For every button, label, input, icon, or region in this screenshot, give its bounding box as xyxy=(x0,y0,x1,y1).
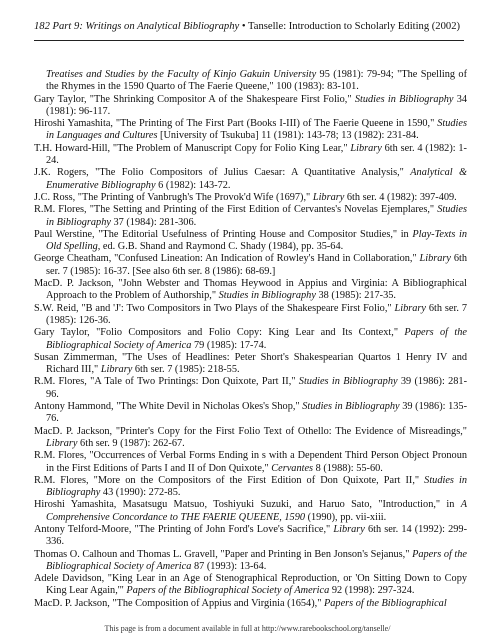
reference-entry xyxy=(34,192,467,204)
reference-text: MacD. P. Jackson, "John Webster and Thomas Heywood in Appius and Virginia: A Bibliographical Approach to the Problem of Authorship," xyxy=(34,278,467,302)
reference-source: Library xyxy=(394,302,426,314)
reference-text: R.M. Flores, "More on the Compositors of the First Edition of Don Quixote, Part II," xyxy=(34,474,425,486)
reference-entry xyxy=(34,475,467,500)
reference-entry xyxy=(34,229,467,254)
header-rule xyxy=(34,40,464,41)
reference-citation: 34 (1981): 96-117. xyxy=(46,93,468,117)
reference-text: Hiroshi Yamashita, Masatsugu Matsuo, Toshiyuki Suzuki, and Haruo Sato, "Introduction," in xyxy=(34,499,461,511)
reference-source: Analytical & Enumerative Bibliography xyxy=(46,167,467,191)
reference-source: Studies in Languages and Cultures xyxy=(46,118,467,142)
header-part: 182 Part 9: Writings on Analytical Bibliography xyxy=(34,21,240,32)
running-header xyxy=(34,21,464,32)
reference-text: Gary Taylor, "Folio Compositors and Folio Copy: King Lear and Its Context," xyxy=(34,327,405,339)
reference-text: Adele Davidson, "King Lear in an Age of Stenographical Reproduction, or 'On Sitting Down to Copy King Lear Again,'" xyxy=(34,573,467,597)
reference-entry xyxy=(34,524,467,549)
reference-entry xyxy=(34,69,467,94)
reference-citation: 79 (1985): 17-74. xyxy=(191,339,267,351)
reference-citation: 37 (1984): 281-306. xyxy=(110,216,197,228)
reference-entry xyxy=(34,499,467,524)
header-title: Tanselle: Introduction to Scholarly Editing (2002) xyxy=(248,21,461,32)
reference-citation: 92 (1998): 297-324. xyxy=(329,585,415,597)
reference-source: Library xyxy=(100,364,133,376)
reference-entry xyxy=(34,327,467,352)
reference-entry xyxy=(34,94,467,119)
reference-text: J.C. Ross, "The Printing of Vanbrugh's The Provok'd Wife (1697)," xyxy=(34,191,313,203)
reference-source: Library xyxy=(46,437,78,449)
reference-citation: 39 (1986): 135-76. xyxy=(46,401,467,425)
reference-citation: 95 (1981): 79-94; "The Spelling of the Rhymes in the 1590 Quarto of The Faerie Queene," 100 (1983): 83-101. xyxy=(46,69,467,93)
reference-citation: 39 (1986): 281-96. xyxy=(46,376,467,400)
reference-entry xyxy=(34,278,467,303)
reference-entry xyxy=(34,143,467,168)
reference-text: MacD. P. Jackson, "The Composition of Appius and Virginia (1654)," xyxy=(34,597,324,609)
reference-entry xyxy=(34,573,467,598)
reference-entry xyxy=(34,352,467,377)
reference-citation: (1990), pp. vii-xiii. xyxy=(305,511,387,523)
reference-text: S.W. Reid, "B and 'J': Two Compositors in Two Plays of the Shakespeare First Folio," xyxy=(34,302,395,314)
reference-entry xyxy=(34,118,467,143)
reference-entry xyxy=(34,253,467,278)
reference-text: R.M. Flores, "Occurrences of Verbal Forms Ending in s with a Dependent Third Person Object Pronoun in the First Editions of Parts I and II of Don Quixote," xyxy=(34,450,467,474)
reference-entry xyxy=(34,167,467,192)
reference-source: Papers of the Bibliographical Society of America xyxy=(46,327,467,351)
reference-citation: 6th ser. 14 (1992): 299-336. xyxy=(46,523,468,548)
header-bullet: • xyxy=(241,21,246,32)
reference-citation: [University of Tsukuba] 11 (1981): 143-78; 13 (1982): 231-84. xyxy=(157,130,419,142)
reference-source: Studies in Bibliography xyxy=(218,290,316,302)
reference-entry xyxy=(34,204,467,229)
reference-citation: 8 (1988): 55-60. xyxy=(313,462,383,474)
reference-source: Library xyxy=(333,523,365,535)
reference-source: Play-Texts in Old Spelling xyxy=(46,228,468,253)
reference-text: Antony Telford-Moore, "The Printing of John Ford's Love's Sacrifice," xyxy=(34,523,334,535)
reference-text: Gary Taylor, "The Shrinking Compositor A of the Shakespeare First Folio," xyxy=(34,93,355,105)
reference-text: MacD. P. Jackson, "Printer's Copy for the First Folio Text of Othello: The Evidence of Misreadings," xyxy=(34,425,467,437)
reference-list xyxy=(34,69,467,610)
reference-citation: 6th ser. 7 (1985): 218-55. xyxy=(132,364,240,376)
reference-text: George Cheatham, "Confused Lineation: An Indication of Rowley's Hand in Collaboration," xyxy=(34,253,420,265)
reference-source: Papers of the Bibliographical Society of America xyxy=(126,585,330,597)
reference-source: Treatises and Studies by the Faculty of Kinjo Gakuin University xyxy=(46,69,317,80)
reference-citation: 43 (1990): 272-85. xyxy=(100,487,181,499)
reference-text: Paul Werstine, "The Editorial Usefulness of Printing House and Compositor Studies," in xyxy=(34,228,413,240)
reference-text: R.M. Flores, "A Tale of Two Printings: Don Quixote, Part II," xyxy=(34,376,299,388)
reference-text: R.M. Flores, "The Setting and Printing of the First Edition of Cervantes's Novelas Ejemplares," xyxy=(34,204,438,216)
reference-text: J.K. Rogers, "The Folio Compositors of Julius Caesar: A Quantitative Analysis," xyxy=(34,167,411,179)
reference-source: Studies in Bibliography xyxy=(302,401,400,413)
footer-note: This page is from a document available in full at http://www.rarebookschool.org/tanselle/ xyxy=(104,624,391,633)
reference-citation: 6th ser. 7 (1985): 126-36. xyxy=(46,302,467,326)
reference-text: Hiroshi Yamashita, "The Printing of The First Part (Books I-III) of The Faerie Queene in 1590," xyxy=(34,118,438,130)
reference-source: Studies in Bibliography xyxy=(46,474,467,499)
reference-entry xyxy=(34,303,467,328)
reference-source: Studies in Bibliography xyxy=(354,93,454,105)
reference-citation: 6 (1982): 143-72. xyxy=(155,179,231,191)
reference-text: Thomas O. Calhoun and Thomas L. Gravell, "Paper and Printing in Ben Jonson's Sejanus," xyxy=(34,548,413,560)
reference-source: Papers of the Bibliographical Society of America xyxy=(46,548,467,572)
reference-entry xyxy=(34,450,467,475)
reference-entry xyxy=(34,549,467,574)
reference-citation: 6th ser. 9 (1987): 262-67. xyxy=(77,437,185,449)
reference-text: T.H. Howard-Hill, "The Problem of Manuscript Copy for Folio King Lear," xyxy=(34,142,351,154)
reference-source: Library xyxy=(419,253,451,265)
reference-source: Studies in Bibliography xyxy=(46,204,467,228)
reference-citation: 38 (1985): 217-35. xyxy=(315,290,396,302)
reference-citation: 6th ser. 7 (1985): 16-37. [See also 6th ser. 8 (1986): 68-69.] xyxy=(46,253,467,277)
reference-text: Susan Zimmerman, "The Uses of Headlines: Peter Short's Shakespearian Quartos 1 Henry IV and Richard III," xyxy=(34,351,467,376)
reference-citation: 6th ser. 4 (1982): 397-409. xyxy=(344,191,457,203)
reference-citation: 6th ser. 4 (1982): 1-24. xyxy=(46,142,467,167)
reference-source: Studies in Bibliography xyxy=(298,376,398,388)
reference-entry xyxy=(34,426,467,451)
reference-source: Papers of the Bibliographical xyxy=(323,597,447,609)
reference-source: A Comprehensive Concordance to THE FAERIE QUEENE, 1590 xyxy=(46,499,467,523)
reference-citation: 87 (1993): 13-64. xyxy=(191,560,267,572)
reference-source: Library xyxy=(312,191,345,203)
reference-citation: , ed. G.B. Shand and Raymond C. Shady (1984), pp. 35-64. xyxy=(97,241,344,253)
reference-source: Cervantes xyxy=(271,462,314,474)
reference-entry xyxy=(34,401,467,426)
reference-entry xyxy=(34,598,467,610)
reference-source: Library xyxy=(350,142,382,154)
reference-text: Antony Hammond, "The White Devil in Nicholas Okes's Shop," xyxy=(34,401,303,413)
reference-entry xyxy=(34,376,467,401)
